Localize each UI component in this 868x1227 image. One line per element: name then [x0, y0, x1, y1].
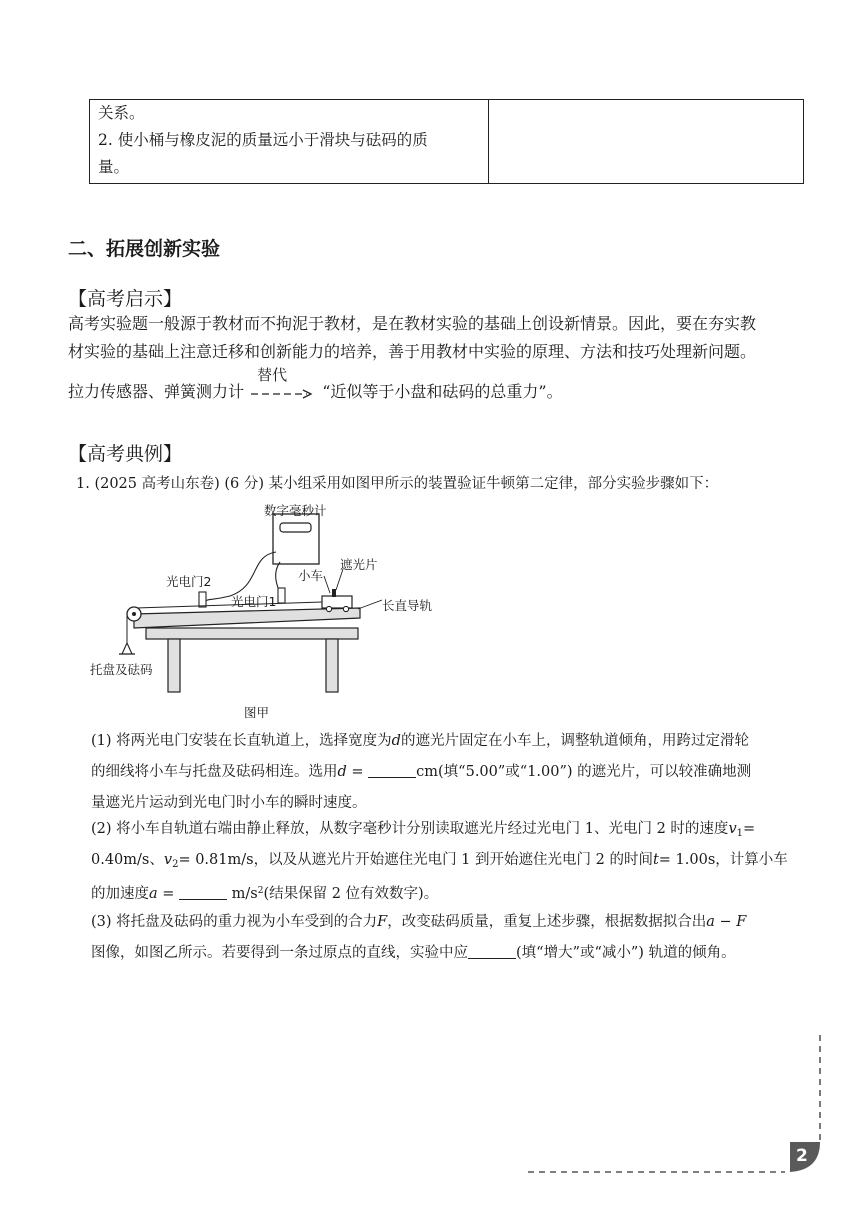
- q1-text-a: (1) 将两光电门安装在长直轨道上，选择宽度为: [91, 733, 392, 749]
- replace-line: [68, 365, 563, 406]
- dashed-arrow-icon: [249, 383, 317, 403]
- q2-var-t: t: [652, 852, 659, 868]
- label-shade: 遮光片: [340, 557, 378, 572]
- q3-text-d: (填“增大”或“减小”) 轨道的倾角。: [516, 945, 736, 961]
- qishi-line-1: 高考实验题一般源于教材而不拘泥于教材，是在教材实验的基础上创设新情景。因此，要在夯实教: [68, 314, 757, 333]
- label-timer: 数字毫秒计: [264, 503, 327, 518]
- q1-d-eq: d =: [337, 764, 364, 780]
- q3-var-F: F: [377, 914, 388, 930]
- q2-var-v2: v: [163, 852, 173, 868]
- q1-text-b: 的遮光片固定在小车上，调整轨道倾角，用跨过定滑轮: [400, 733, 749, 749]
- q2-answer-blank[interactable]: [179, 885, 227, 901]
- page-number: 2: [796, 1146, 808, 1166]
- section-title: 二、拓展创新实验: [68, 238, 221, 260]
- page-corner-decoration: [520, 1030, 830, 1180]
- q3-line-2: [91, 938, 736, 969]
- q1-line-3: 量遮光片运动到光电门时小车的瞬时速度。: [91, 795, 367, 811]
- label-track: 长直导轨: [382, 598, 433, 613]
- q2-text-e: 的加速度: [91, 886, 149, 902]
- q2-unit: m/s: [231, 886, 258, 902]
- q3-text-b: ，改变砝码质量，重复上述步骤，根据数据拟合出: [387, 914, 707, 930]
- q2-text-b: 0.40m/s、: [91, 852, 164, 868]
- q3-text-a: (3) 将托盘及砝码的重力视为小车受到的合力: [91, 914, 378, 930]
- q3-line-1: [91, 907, 746, 938]
- heading-gaokao-dianli: 【高考典例】: [68, 443, 183, 465]
- q2-eq-2: =: [162, 886, 175, 902]
- table-right-cell: [489, 100, 804, 184]
- q2-line-3: [91, 876, 438, 910]
- table-line-2: 2. 使小桶与橡皮泥的质量远小于滑块与砝码的质: [98, 131, 428, 149]
- q2-sub-2: 2: [172, 859, 179, 870]
- q1-text-d: cm(填“5.00”或“1.00”) 的遮光片，可以较准确地测: [416, 764, 752, 780]
- replace-label: 替代: [257, 365, 288, 384]
- q2-sub-1: 1: [736, 828, 744, 839]
- q2-eq: =: [743, 821, 756, 837]
- top-table: [89, 99, 804, 184]
- table-line-3: 量。: [98, 158, 130, 176]
- problem-intro: 1. (2025 高考山东卷) (6 分) 某小组采用如图甲所示的装置验证牛顿第二定律，部分实验步骤如下：: [76, 476, 719, 492]
- q2-var-a: a: [149, 886, 158, 902]
- q2-line-1: [91, 814, 755, 849]
- q2-text-a: (2) 将小车自轨道右端由静止释放，从数字毫秒计分别读取遮光片经过光电门 1、光电门 2 时的速度: [91, 821, 729, 837]
- q2-text-d: = 1.00s，计算小车: [658, 852, 788, 868]
- q2-text-c: = 0.81m/s，以及从遮光片开始遮住光电门 1 到开始遮住光电门 2 的时间: [178, 852, 653, 868]
- table-left-cell: [90, 100, 489, 184]
- label-cart: 小车: [298, 568, 324, 583]
- replace-right-text: “近似等于小盘和砝码的总重力”。: [322, 382, 563, 401]
- heading-gaokao-qishi: 【高考启示】: [68, 288, 183, 310]
- q3-answer-blank[interactable]: [468, 944, 516, 960]
- label-gate2: 光电门2: [166, 574, 212, 589]
- q1-text-c: 的细线将小车与托盘及砝码相连。选用: [91, 764, 338, 780]
- q2-unit-sup: 2: [257, 886, 264, 896]
- q2-line-2: [91, 845, 788, 880]
- figure-jia: [90, 496, 450, 721]
- label-tray: 托盘及砝码: [90, 662, 153, 677]
- q2-text-f: (结果保留 2 位有效数字)。: [263, 886, 439, 902]
- q3-var-aF: a − F: [706, 914, 747, 930]
- q1-answer-blank[interactable]: [368, 763, 416, 779]
- q1-line-1: [91, 726, 749, 757]
- replace-arrow: [249, 365, 317, 403]
- figure-caption: 图甲: [244, 705, 270, 720]
- q3-text-c: 图像，如图乙所示。若要得到一条过原点的直线，实验中应: [91, 945, 468, 961]
- q1-line-2: [91, 757, 751, 788]
- replace-left-text: 拉力传感器、弹簧测力计: [68, 382, 245, 401]
- q2-var-v1: v: [728, 821, 737, 837]
- table-line-1: 关系。: [98, 104, 145, 122]
- q1-var-d: d: [391, 733, 401, 749]
- qishi-line-2: 材实验的基础上注意迁移和创新能力的培养，善于用教材中实验的原理、方法和技巧处理新问题。: [68, 342, 757, 361]
- label-gate1: 光电门1: [231, 594, 277, 609]
